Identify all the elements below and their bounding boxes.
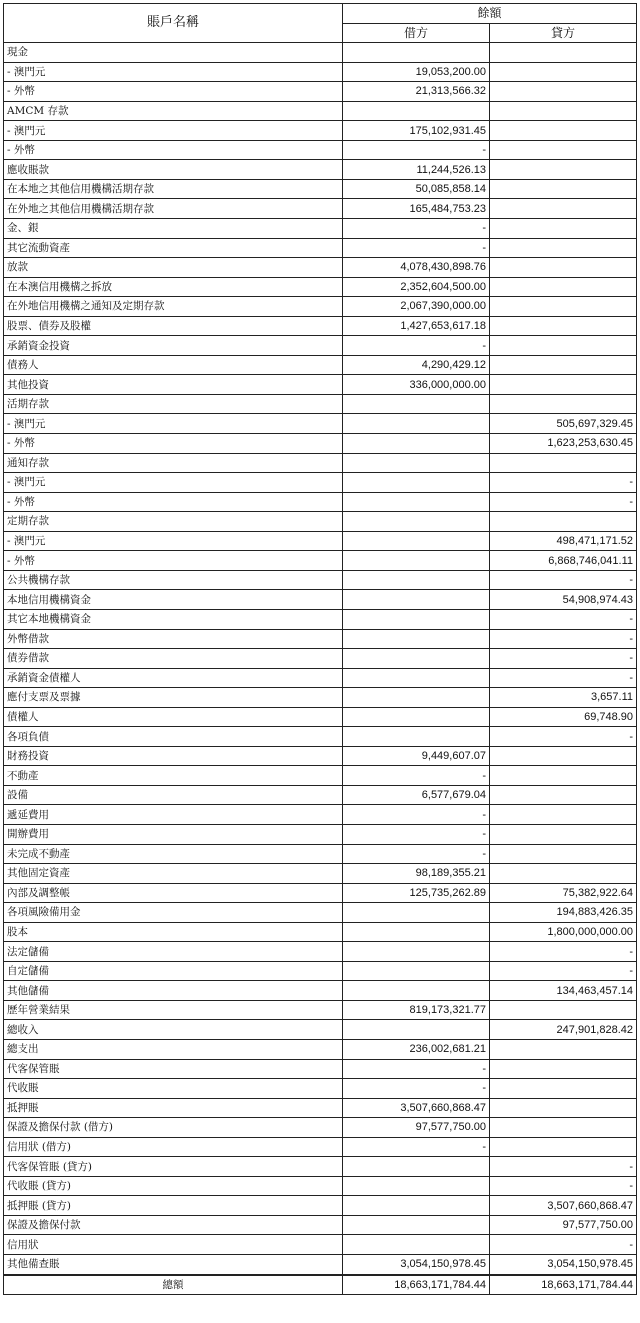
credit-cell [490,140,637,160]
account-name-cell: 總額 [4,1275,343,1295]
debit-cell [343,590,490,610]
credit-cell [490,1059,637,1079]
account-name-cell: - 澳門元 [4,473,343,493]
account-name-cell: - 外幣 [4,551,343,571]
credit-cell: - [490,942,637,962]
account-name-cell: 內部及調整帳 [4,883,343,903]
credit-cell [490,219,637,239]
debit-cell: 4,078,430,898.76 [343,258,490,278]
credit-cell: 54,908,974.43 [490,590,637,610]
debit-cell [343,727,490,747]
table-row [4,453,637,473]
debit-cell [343,512,490,532]
debit-cell: - [343,219,490,239]
credit-cell: 1,800,000,000.00 [490,922,637,942]
account-name-cell: - 外幣 [4,82,343,102]
credit-cell [490,844,637,864]
debit-cell [343,609,490,629]
credit-cell [490,160,637,180]
debit-cell: 11,244,526.13 [343,160,490,180]
debit-cell: 18,663,171,784.44 [343,1275,490,1295]
table-row [4,551,637,571]
account-name-cell: 其他投資 [4,375,343,395]
credit-cell: 3,507,660,868.47 [490,1196,637,1216]
credit-cell [490,297,637,317]
debit-cell [343,961,490,981]
debit-cell [343,531,490,551]
debit-cell: 236,002,681.21 [343,1039,490,1059]
table-row [4,101,637,121]
credit-cell [490,179,637,199]
credit-cell [490,1039,637,1059]
account-name-cell: 自定儲備 [4,961,343,981]
credit-cell: - [490,1157,637,1177]
credit-cell [490,512,637,532]
debit-cell [343,922,490,942]
debit-cell: - [343,1059,490,1079]
account-name-cell: 放款 [4,258,343,278]
credit-cell [490,121,637,141]
balance-header: 餘額 [343,4,637,24]
account-name-cell: - 外幣 [4,492,343,512]
table-row [4,492,637,512]
account-name-cell: 承銷資金投資 [4,336,343,356]
account-name-cell: 在本地之其他信用機構活期存款 [4,179,343,199]
debit-cell [343,1020,490,1040]
account-name-cell: 財務投資 [4,746,343,766]
table-row [4,316,637,336]
credit-cell [490,805,637,825]
table-row [4,981,637,1001]
table-row [4,1196,637,1216]
table-row [4,336,637,356]
account-name-cell: 債權人 [4,707,343,727]
credit-cell [490,1079,637,1099]
total-row [4,1275,637,1295]
credit-cell [490,199,637,219]
account-name-cell: 代客保管賬 [4,1059,343,1079]
table-row [4,1157,637,1177]
credit-cell [490,238,637,258]
table-row [4,140,637,160]
account-name-cell: 信用狀 [4,1235,343,1255]
credit-cell: 69,748.90 [490,707,637,727]
credit-cell: - [490,727,637,747]
debit-cell: - [343,1079,490,1099]
table-row [4,1215,637,1235]
account-name-cell: 其它本地機構資金 [4,609,343,629]
account-name-cell: 在本澳信用機構之拆放 [4,277,343,297]
debit-cell [343,1196,490,1216]
account-name-cell: 設備 [4,785,343,805]
table-row [4,394,637,414]
credit-cell: - [490,961,637,981]
account-name-cell: 代收賬 (貸方) [4,1176,343,1196]
debit-cell: 165,484,753.23 [343,199,490,219]
debit-cell: 125,735,262.89 [343,883,490,903]
account-name-cell: 不動產 [4,766,343,786]
table-row [4,238,637,258]
debit-cell: 2,067,390,000.00 [343,297,490,317]
debit-cell [343,1235,490,1255]
credit-cell [490,82,637,102]
debit-cell: 1,427,653,617.18 [343,316,490,336]
account-name-cell: 信用狀 (借方) [4,1137,343,1157]
table-row [4,434,637,454]
account-name-cell: 總收入 [4,1020,343,1040]
debit-cell [343,629,490,649]
debit-cell: - [343,238,490,258]
debit-cell: 3,054,150,978.45 [343,1255,490,1275]
credit-cell [490,43,637,63]
table-row [4,590,637,610]
table-row [4,844,637,864]
credit-cell [490,746,637,766]
table-row [4,570,637,590]
debit-cell [343,1176,490,1196]
credit-cell [490,277,637,297]
credit-cell: 3,657.11 [490,688,637,708]
account-name-cell: 未完成不動產 [4,844,343,864]
credit-cell [490,355,637,375]
table-row [4,609,637,629]
debit-cell [343,492,490,512]
account-name-cell: 本地信用機構資金 [4,590,343,610]
table-row [4,375,637,395]
table-body [4,43,637,1295]
debit-cell [343,1215,490,1235]
table-row [4,961,637,981]
credit-cell: 505,697,329.45 [490,414,637,434]
table-row [4,727,637,747]
credit-cell [490,101,637,121]
credit-cell: - [490,629,637,649]
debit-cell [343,668,490,688]
debit-cell [343,688,490,708]
account-name-cell: 抵押賬 (貸方) [4,1196,343,1216]
debit-cell: 819,173,321.77 [343,1000,490,1020]
account-name-cell: 金、銀 [4,219,343,239]
debit-cell [343,101,490,121]
debit-cell [343,707,490,727]
table-row [4,785,637,805]
debit-cell: 97,577,750.00 [343,1118,490,1138]
credit-cell [490,1098,637,1118]
table-row [4,1255,637,1275]
credit-cell [490,394,637,414]
account-name-cell: 總支出 [4,1039,343,1059]
account-name-cell: 開辦費用 [4,824,343,844]
table-row [4,649,637,669]
account-name-cell: 代客保管賬 (貸方) [4,1157,343,1177]
debit-header: 借方 [343,23,490,43]
account-name-cell: 其他固定資產 [4,864,343,884]
credit-cell [490,316,637,336]
account-name-cell: 債務人 [4,355,343,375]
account-name-cell: 活期存款 [4,394,343,414]
debit-cell [343,649,490,669]
credit-cell: - [490,492,637,512]
table-row [4,355,637,375]
account-name-cell: 法定儲備 [4,942,343,962]
account-name-cell: 承銷資金債權人 [4,668,343,688]
account-name-cell: 其他儲備 [4,981,343,1001]
account-name-cell: 遞延費用 [4,805,343,825]
credit-cell: 194,883,426.35 [490,903,637,923]
account-name-cell: 代收賬 [4,1079,343,1099]
account-name-cell: 保證及擔保付款 (借方) [4,1118,343,1138]
account-name-cell: - 澳門元 [4,62,343,82]
credit-cell [490,785,637,805]
table-row [4,531,637,551]
debit-cell [343,43,490,63]
credit-cell: - [490,1235,637,1255]
account-name-cell: - 澳門元 [4,531,343,551]
account-name-cell: 股本 [4,922,343,942]
debit-cell: - [343,1137,490,1157]
account-name-cell: - 外幣 [4,140,343,160]
table-row [4,414,637,434]
debit-cell: 4,290,429.12 [343,355,490,375]
table-row [4,766,637,786]
table-row [4,277,637,297]
table-row [4,473,637,493]
table-row [4,82,637,102]
credit-header: 貸方 [490,23,637,43]
account-name-cell: 公共機構存款 [4,570,343,590]
debit-cell [343,453,490,473]
debit-cell [343,570,490,590]
table-row [4,668,637,688]
account-name-cell: 各項負債 [4,727,343,747]
trial-balance-table [3,3,637,1295]
credit-cell [490,375,637,395]
credit-cell [490,453,637,473]
debit-cell [343,434,490,454]
credit-cell [490,336,637,356]
credit-cell [490,1137,637,1157]
credit-cell: - [490,1176,637,1196]
credit-cell: - [490,668,637,688]
account-name-cell: 應收賬款 [4,160,343,180]
account-name-cell: 外幣借款 [4,629,343,649]
table-row [4,864,637,884]
debit-cell [343,414,490,434]
credit-cell [490,1118,637,1138]
debit-cell [343,1157,490,1177]
table-row [4,1079,637,1099]
table-row [4,1137,637,1157]
debit-cell: 3,507,660,868.47 [343,1098,490,1118]
table-header [4,4,637,43]
credit-cell [490,1000,637,1020]
table-row [4,179,637,199]
table-row [4,1098,637,1118]
table-row [4,629,637,649]
table-row [4,942,637,962]
table-row [4,922,637,942]
table-row [4,883,637,903]
account-name-cell: - 澳門元 [4,121,343,141]
credit-cell: - [490,609,637,629]
account-name-header: 賬戶名稱 [4,4,343,43]
table-row [4,707,637,727]
table-row [4,746,637,766]
debit-cell [343,903,490,923]
table-row [4,688,637,708]
debit-cell: 98,189,355.21 [343,864,490,884]
debit-cell: 50,085,858.14 [343,179,490,199]
account-name-cell: 債券借款 [4,649,343,669]
table-row [4,1176,637,1196]
credit-cell: 97,577,750.00 [490,1215,637,1235]
credit-cell: 247,901,828.42 [490,1020,637,1040]
debit-cell [343,551,490,571]
table-row [4,903,637,923]
credit-cell: 75,382,922.64 [490,883,637,903]
debit-cell: - [343,824,490,844]
account-name-cell: 歷年營業結果 [4,1000,343,1020]
debit-cell: - [343,336,490,356]
table-row [4,219,637,239]
account-name-cell: 各項風險備用金 [4,903,343,923]
credit-cell: - [490,473,637,493]
table-row [4,297,637,317]
debit-cell: 9,449,607.07 [343,746,490,766]
credit-cell: 3,054,150,978.45 [490,1255,637,1275]
credit-cell: 6,868,746,041.11 [490,551,637,571]
credit-cell [490,864,637,884]
account-name-cell: 其它流動資產 [4,238,343,258]
account-name-cell: 通知存款 [4,453,343,473]
table-row [4,1039,637,1059]
account-name-cell: 應付支票及票據 [4,688,343,708]
debit-cell [343,394,490,414]
debit-cell: 21,313,566.32 [343,82,490,102]
credit-cell: - [490,570,637,590]
debit-cell: - [343,140,490,160]
table-row [4,160,637,180]
table-row [4,1020,637,1040]
table-row [4,512,637,532]
table-row [4,1118,637,1138]
account-name-cell: 定期存款 [4,512,343,532]
account-name-cell: AMCM 存款 [4,101,343,121]
account-name-cell: 其他備查賬 [4,1255,343,1275]
account-name-cell: 現金 [4,43,343,63]
account-name-cell: - 外幣 [4,434,343,454]
debit-cell: 336,000,000.00 [343,375,490,395]
credit-cell: 18,663,171,784.44 [490,1275,637,1295]
account-name-cell: 在外地信用機構之通知及定期存款 [4,297,343,317]
table-row [4,199,637,219]
table-row [4,1000,637,1020]
account-name-cell: 抵押賬 [4,1098,343,1118]
table-row [4,805,637,825]
credit-cell: 134,463,457.14 [490,981,637,1001]
account-name-cell: 在外地之其他信用機構活期存款 [4,199,343,219]
table-row [4,258,637,278]
debit-cell: - [343,844,490,864]
debit-cell: 19,053,200.00 [343,62,490,82]
debit-cell: 175,102,931.45 [343,121,490,141]
credit-cell: 498,471,171.52 [490,531,637,551]
table-row [4,824,637,844]
table-row [4,1235,637,1255]
debit-cell: - [343,805,490,825]
table-row [4,62,637,82]
debit-cell: - [343,766,490,786]
table-row [4,1059,637,1079]
credit-cell [490,258,637,278]
debit-cell [343,473,490,493]
table-row [4,121,637,141]
credit-cell: 1,623,253,630.45 [490,434,637,454]
credit-cell [490,766,637,786]
account-name-cell: - 澳門元 [4,414,343,434]
debit-cell [343,942,490,962]
debit-cell: 6,577,679.04 [343,785,490,805]
credit-cell [490,824,637,844]
debit-cell [343,981,490,1001]
credit-cell [490,62,637,82]
table-row [4,43,637,63]
debit-cell: 2,352,604,500.00 [343,277,490,297]
account-name-cell: 保證及擔保付款 [4,1215,343,1235]
account-name-cell: 股票、債券及股權 [4,316,343,336]
credit-cell: - [490,649,637,669]
